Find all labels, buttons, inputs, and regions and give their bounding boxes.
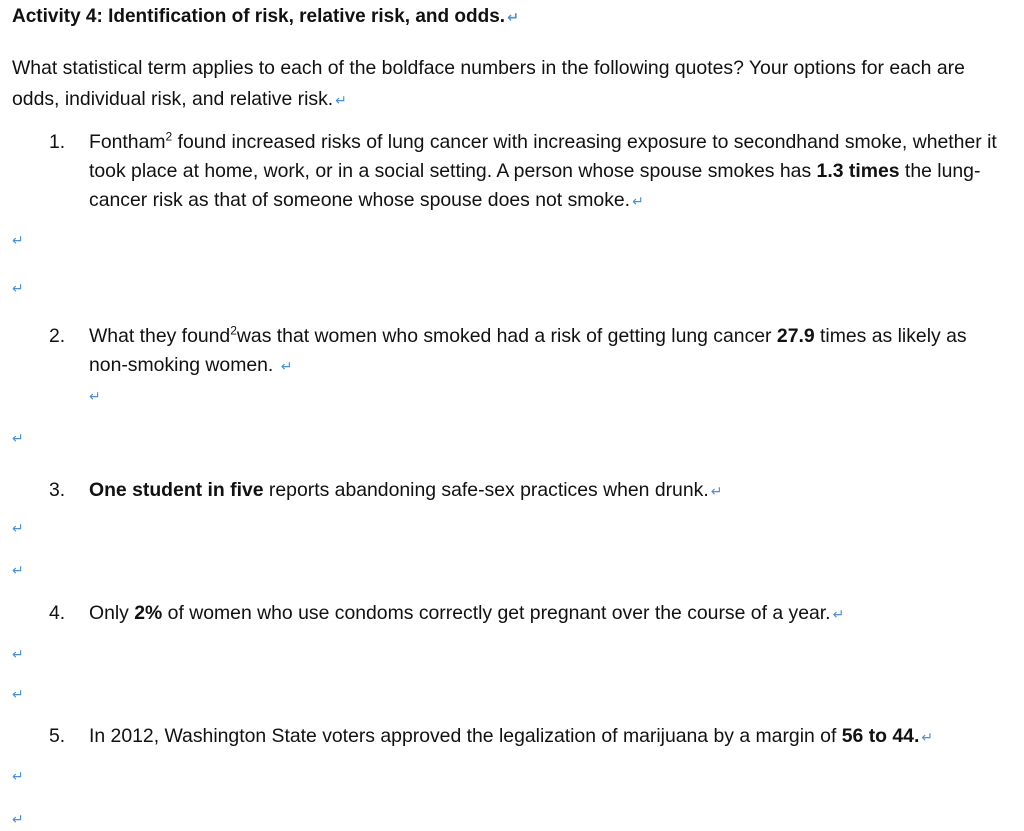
boldface-number: 1.3 times bbox=[816, 160, 900, 182]
paragraph-mark-icon: ↵ bbox=[832, 606, 845, 622]
paragraph-mark-icon: ↵ bbox=[12, 686, 24, 702]
paragraph-mark-icon: ↵ bbox=[710, 483, 723, 499]
item-text-part: was that women who smoked had a risk of getting lung cancer bbox=[236, 325, 777, 347]
list-item-3 bbox=[49, 476, 999, 506]
item-text bbox=[89, 128, 999, 216]
item-text-part: What they found bbox=[89, 325, 231, 347]
list-item-4 bbox=[49, 599, 999, 629]
item-text-part: reports abandoning safe-sex practices when drunk. bbox=[263, 479, 709, 501]
item-text bbox=[89, 599, 999, 629]
paragraph-mark-icon: ↵ bbox=[12, 520, 24, 536]
activity-title-text: Activity 4: Identification of risk, relative risk, and odds. bbox=[12, 6, 506, 27]
item-text-part: of women who use condoms correctly get pregnant over the course of a year. bbox=[162, 602, 831, 624]
paragraph-mark-icon: ↵ bbox=[12, 768, 24, 784]
list-item-1 bbox=[49, 128, 999, 216]
paragraph-mark-icon: ↵ bbox=[12, 232, 24, 248]
instructions-text: What statistical term applies to each of the boldface numbers in the following quotes? Your options for each are odds, individual risk, and relative risk. bbox=[12, 57, 965, 110]
paragraph-mark-icon: ↵ bbox=[632, 193, 644, 209]
item-text bbox=[89, 476, 999, 506]
item-number: 3. bbox=[49, 479, 66, 501]
paragraph-mark-icon: ↵ bbox=[12, 280, 24, 296]
paragraph-mark-icon: ↵ bbox=[12, 430, 24, 446]
list-item-2 bbox=[49, 322, 999, 411]
paragraph-mark-icon: ↵ bbox=[12, 562, 24, 578]
item-text-part: the lung-cancer risk as that of someone whose spouse does not smoke. bbox=[89, 160, 981, 211]
item-text bbox=[89, 322, 999, 411]
item-number: 1. bbox=[49, 131, 66, 153]
footnote-superscript: 2 bbox=[230, 323, 237, 338]
instructions-paragraph bbox=[12, 53, 1012, 116]
item-text bbox=[89, 722, 1019, 752]
paragraph-mark-icon: ↵ bbox=[921, 729, 934, 745]
paragraph-mark-icon: ↵ bbox=[89, 388, 101, 404]
item-number: 5. bbox=[49, 725, 66, 747]
paragraph-mark-icon: ↵ bbox=[12, 646, 24, 662]
paragraph-mark-icon: ↵ bbox=[12, 811, 24, 827]
boldface-number: 2% bbox=[134, 602, 163, 624]
boldface-number: 56 to 44. bbox=[841, 725, 920, 747]
list-item-5 bbox=[49, 722, 1019, 752]
footnote-superscript: 2 bbox=[165, 129, 173, 144]
item-text-part: found increased risks of lung cancer with increasing exposure to secondhand smoke, whether it took place at home, work, or in a social setting. A person whose spouse smokes has bbox=[89, 131, 997, 182]
paragraph-mark-icon: ↵ bbox=[335, 92, 347, 108]
item-text-part: In 2012, Washington State voters approved the legalization of marijuana by a margin of bbox=[89, 725, 842, 747]
item-number: 4. bbox=[49, 602, 66, 624]
item-number: 2. bbox=[49, 325, 66, 347]
boldface-number: One student in five bbox=[89, 479, 264, 501]
item-text-part: Fontham bbox=[89, 131, 166, 153]
paragraph-mark-icon: ↵ bbox=[280, 358, 293, 374]
boldface-number: 27.9 bbox=[776, 325, 815, 347]
item-text-part: Only bbox=[89, 602, 135, 624]
item-text-part: times as likely as non-smoking women. bbox=[89, 325, 967, 376]
paragraph-mark-icon: ↵ bbox=[507, 9, 519, 25]
activity-title bbox=[12, 6, 519, 28]
